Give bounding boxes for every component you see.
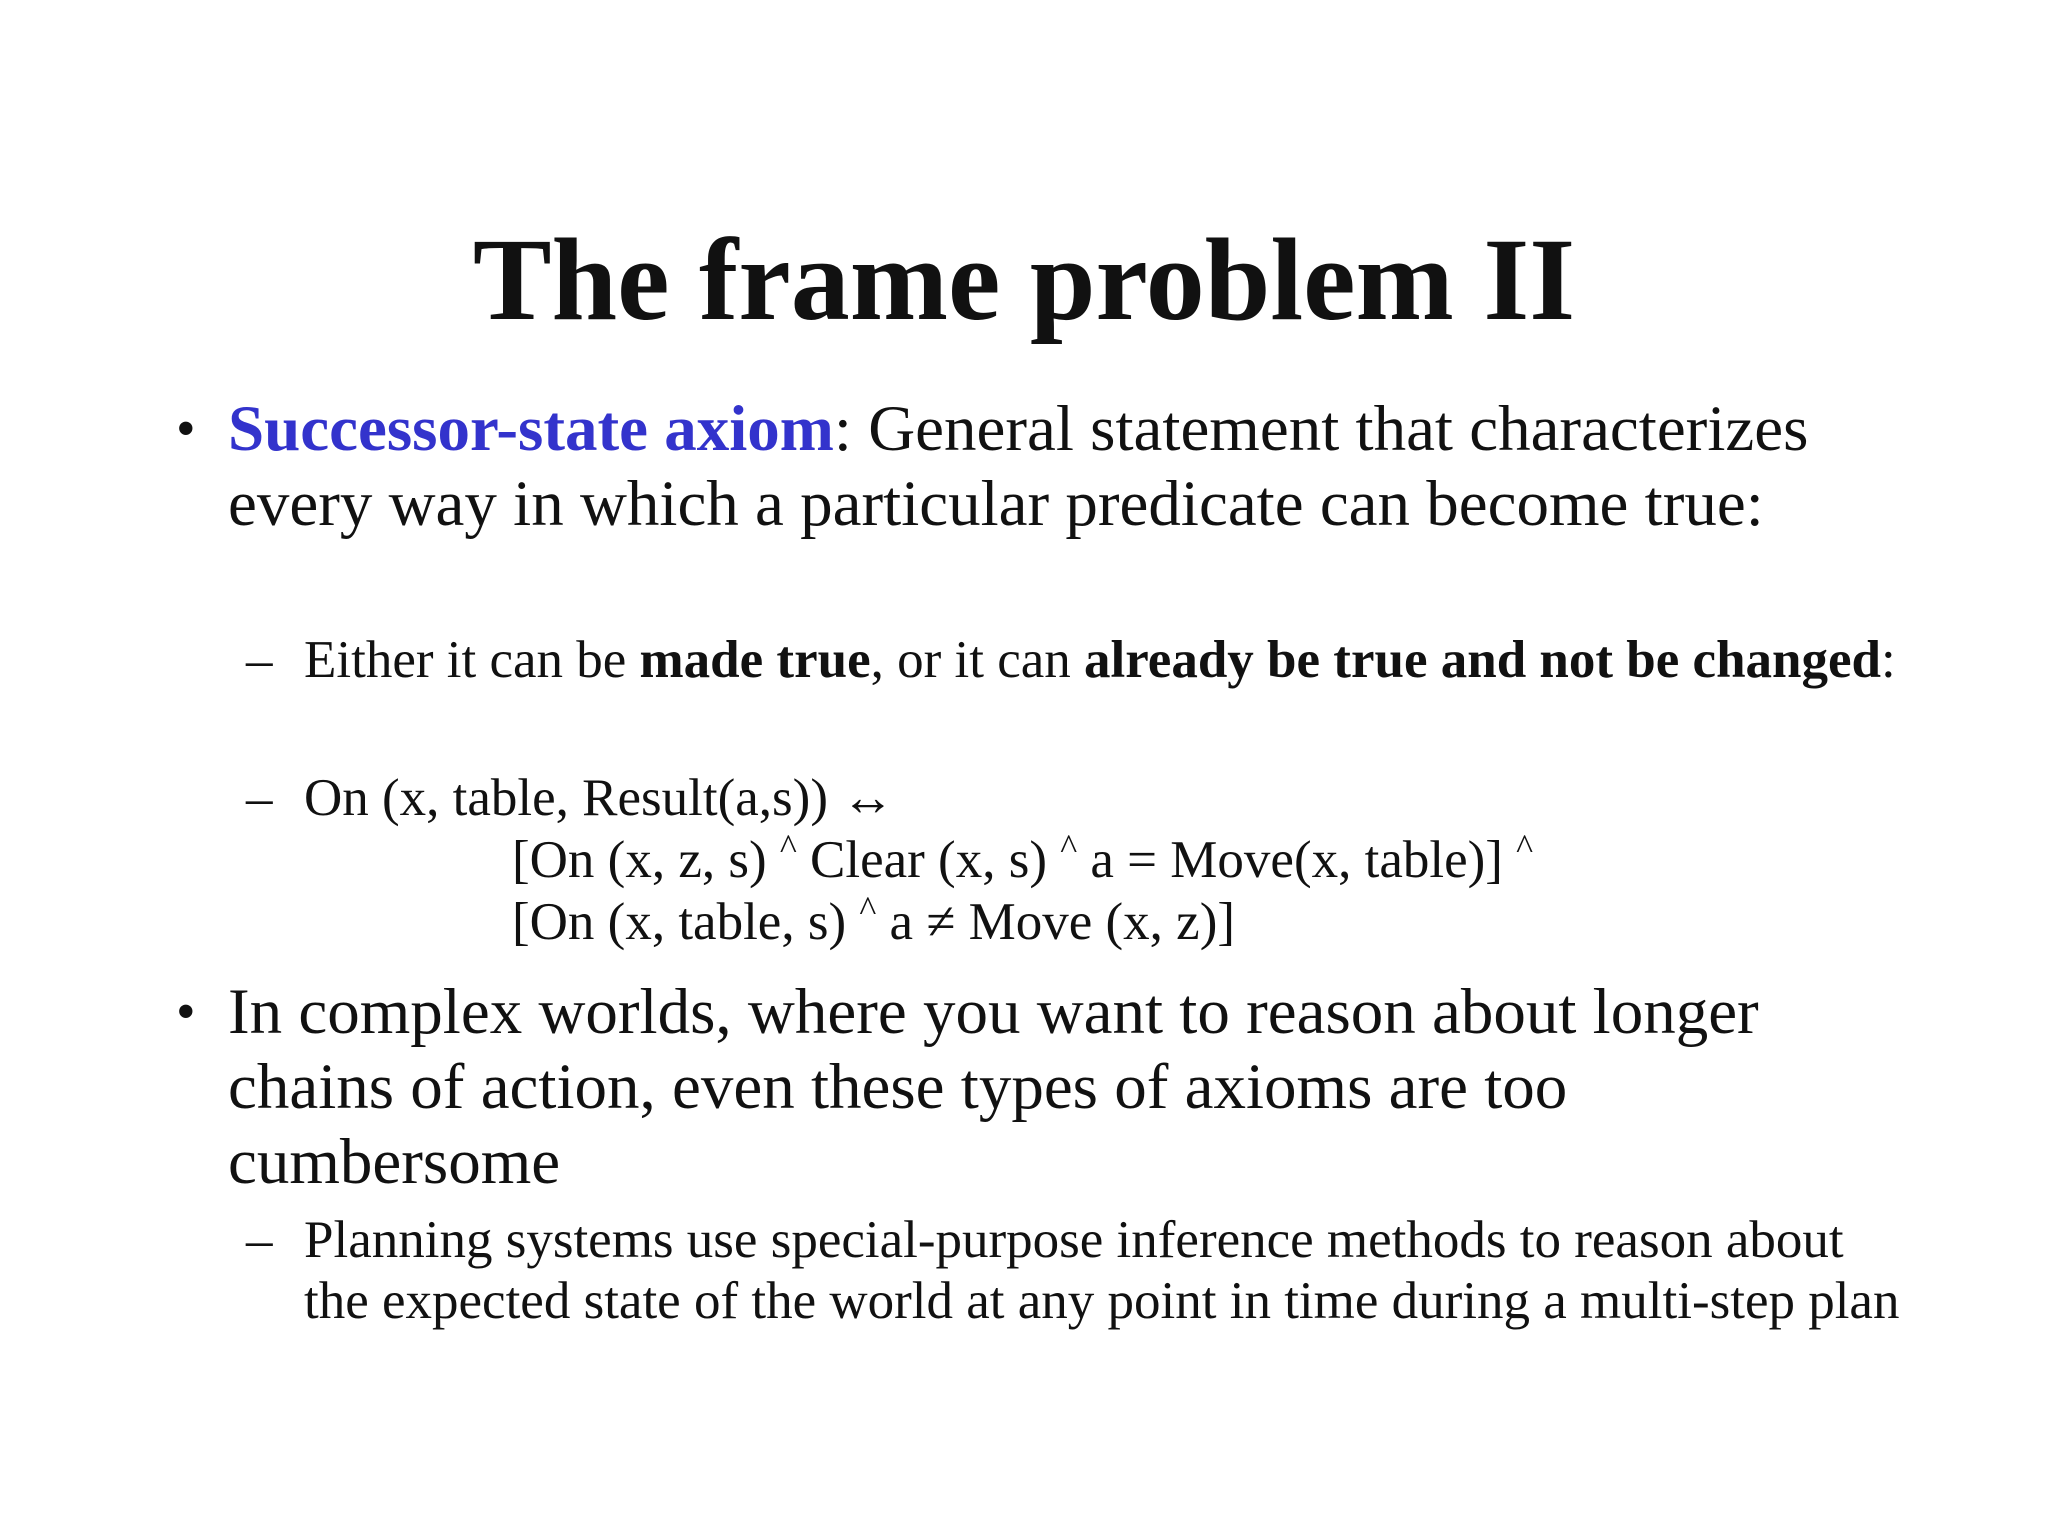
subbullet-either [246, 630, 1904, 691]
subbullet-text-c: , or it can [870, 631, 1085, 689]
formula-line-2-part-3: a = Move(x, table)] [1077, 831, 1517, 889]
term-successor-state-axiom: Successor-state axiom [228, 393, 834, 465]
formula-line-3-part-2: a ≠ Move (x, z)] [876, 893, 1235, 951]
subbullet-text-e: : [1881, 631, 1896, 689]
bullet-successor-state [176, 392, 1888, 542]
bullet-dash: – [246, 631, 273, 689]
formula-line-2-part-1: [On (x, z, s) [512, 831, 780, 889]
subbullet-text-a: Either it can be [304, 631, 640, 689]
formula-line-2-part-2: Clear (x, s) [796, 831, 1061, 889]
wedge-symbol: ^ [1060, 827, 1078, 867]
subbullet-text-made-true: made true [639, 631, 871, 689]
bullet-complex-worlds [176, 975, 1888, 1200]
wedge-symbol: ^ [779, 827, 797, 867]
slide-title: The frame problem II [472, 214, 1576, 345]
bullet-text: : General statement that characterizes every way in which a particular predicate can become true: [228, 393, 1809, 540]
wedge-symbol: ^ [859, 889, 877, 929]
formula-line-3-part-1: [On (x, table, s) [512, 893, 860, 951]
subbullet-text-already-true: already be true and not be changed [1084, 631, 1882, 689]
bullet-dash: – [246, 1211, 273, 1269]
formula-line-3 [512, 889, 1235, 953]
bullet-dot: • [176, 981, 196, 1043]
subbullet-formula [246, 768, 1904, 829]
bullet-dash: – [246, 769, 273, 827]
formula-line-2 [512, 827, 1534, 891]
bullet-text: In complex worlds, where you want to reason about longer chains of action, even these types of axioms are too cumbersome [228, 976, 1759, 1198]
formula-line-1: On (x, table, Result(a,s)) ↔ [304, 769, 895, 827]
subbullet-planning-systems [246, 1210, 1904, 1332]
bullet-dot: • [176, 398, 196, 460]
wedge-symbol: ^ [1516, 827, 1534, 867]
subbullet-text: Planning systems use special-purpose inference methods to reason about the expected state of the world at any point in time during a multi-step plan [304, 1211, 1900, 1330]
